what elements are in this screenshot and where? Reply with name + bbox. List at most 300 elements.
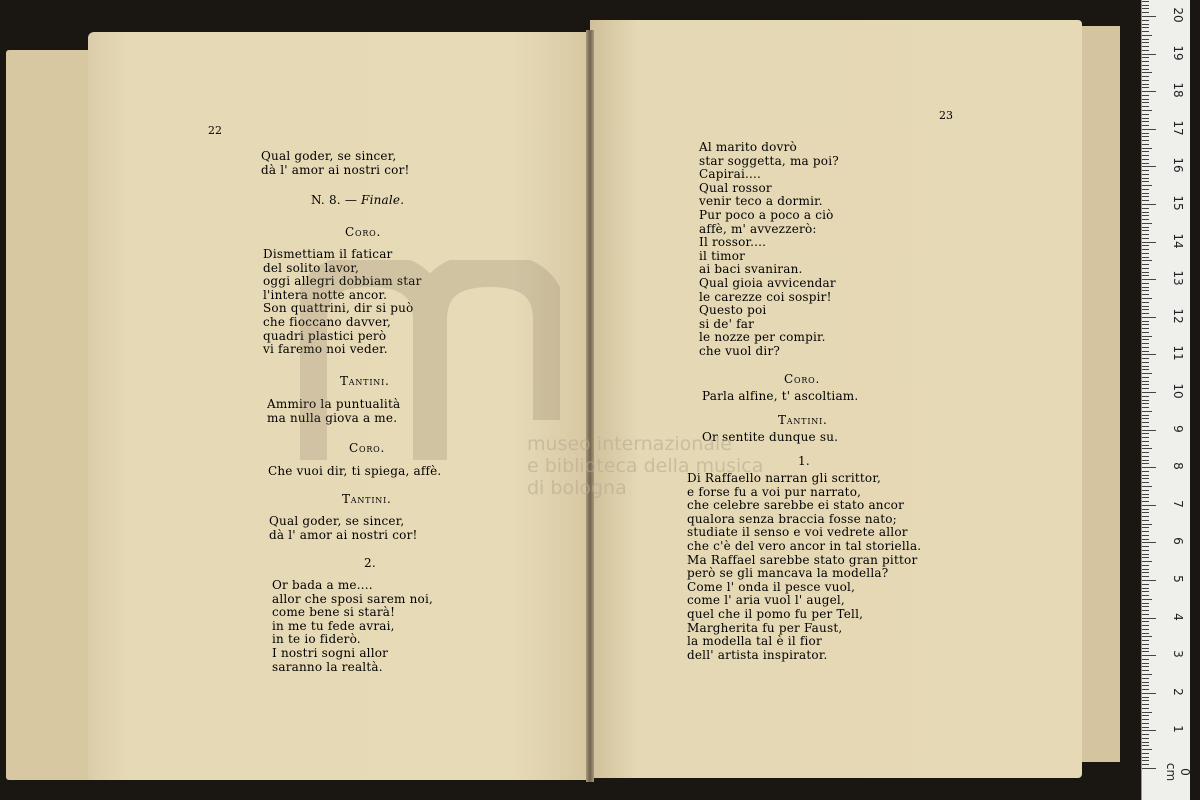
ruler-label: 3 [1171,650,1185,658]
ruler-tick [1142,527,1149,528]
ruler-tick [1142,178,1149,179]
ruler-tick [1142,531,1149,532]
ruler-tick [1142,546,1149,547]
ruler-tick [1142,614,1149,615]
verse-line: dà l' amor ai nostri cor! [269,527,418,542]
ruler-tick [1142,227,1149,228]
ruler-tick [1142,159,1149,160]
ruler-tick [1142,50,1149,51]
ruler-tick [1142,418,1149,419]
ruler-tick [1142,712,1152,713]
ruler-tick [1142,411,1152,412]
ruler-tick [1142,275,1149,276]
ruler-tick [1142,640,1149,641]
verse-line: Or bada a me.... [272,578,373,592]
verse-line: vi faremo noi veder. [263,342,388,357]
ruler-label: 11 [1171,345,1185,362]
ruler-tick [1142,298,1152,299]
ruler-tick [1142,313,1149,314]
ruler-tick [1142,121,1149,122]
ruler-tick [1142,332,1149,333]
ruler-tick [1142,501,1149,502]
verse-line: Che vuoi dir, ti spiega, affè. [268,464,442,478]
verse-line: Questo poi [699,303,767,318]
ruler-tick [1142,242,1156,243]
speaker-coro: Coro. [784,372,821,386]
ruler-tick [1142,321,1149,322]
ruler-tick [1142,745,1149,746]
ruler-tick [1142,621,1149,622]
ruler-tick [1142,655,1156,656]
verse-line: Come l' onda il pesce vuol, [687,579,856,594]
ruler-tick [1142,309,1149,310]
verse-line: Qual rossor [699,180,772,195]
verse-line: Or sentite dunque su. [702,430,839,444]
verse-line: che c'è del vero ancor in tal storiella. [687,538,922,553]
ruler-label: 6 [1171,537,1185,546]
ruler-tick [1142,223,1152,224]
ruler-tick [1142,760,1149,761]
ruler-tick [1142,39,1149,40]
ruler-tick [1142,689,1149,690]
ruler-tick [1142,1,1149,2]
ruler-tick [1142,287,1149,288]
verse-line: Son quattrini, dir si può [263,301,414,316]
verse-line: ai baci svaniran. [699,262,803,277]
verse-line: qualora senza braccia fosse nato; [687,511,897,526]
ruler-tick [1142,618,1156,619]
verse-line: Parla alfine, t' ascoltiam. [702,389,859,403]
ruler-label: 20 [1171,7,1185,23]
ruler-label: 16 [1171,157,1185,174]
ruler-tick [1142,445,1149,446]
ruler-tick [1142,569,1149,570]
ruler-tick [1142,708,1149,709]
ruler-tick [1142,467,1156,468]
ruler-tick [1142,234,1149,235]
ruler-tick [1142,253,1149,254]
ruler-tick [1142,324,1149,325]
ruler-tick [1142,666,1149,667]
ruler-tick [1142,670,1149,671]
ruler-unit-label: 0 cm [1164,762,1192,782]
ruler-tick [1142,757,1149,758]
ruler-tick [1142,200,1149,201]
ruler-label: 10 [1171,383,1185,399]
ruler-tick [1142,509,1149,510]
verse-line: Margherita fu per Faust, [687,620,843,635]
ruler-tick [1142,463,1149,464]
ruler-tick [1142,753,1149,754]
ruler-tick [1142,290,1149,291]
ruler-tick [1142,185,1152,186]
ruler-label: 12 [1171,308,1185,324]
stanza-number: 2. [364,556,376,570]
ruler-tick [1142,704,1149,705]
ruler-tick [1142,742,1149,743]
ruler-tick [1142,576,1149,577]
ruler-label: 15 [1171,195,1185,211]
watermark-line: museo internazionale [527,433,732,455]
ruler-tick [1142,260,1152,261]
verse-line: dell' artista inspirator. [687,647,828,662]
verse-line: Capirai.... [699,167,762,182]
ruler-tick [1142,219,1149,220]
verse-line: e forse fu a voi pur narrato, [687,484,862,499]
ruler-tick [1142,166,1156,167]
ruler-tick [1142,72,1152,73]
intro-verse [261,150,410,177]
ruler-tick [1142,336,1152,337]
ruler-tick [1142,189,1149,190]
ruler-tick [1142,682,1149,683]
verse-line: dà l' amor ai nostri cor! [261,162,410,177]
ruler-tick [1142,377,1149,378]
stanza-verse [272,579,433,674]
verse-line: le nozze per compir. [699,330,826,345]
ruler-tick [1142,163,1149,164]
ruler-tick [1142,362,1149,363]
ruler-tick [1142,542,1156,543]
ruler-tick [1142,497,1149,498]
ruler-label: 8 [1171,462,1185,470]
ruler-tick [1142,369,1149,370]
ruler-tick [1142,144,1149,145]
ruler-tick [1142,516,1149,517]
ruler-tick [1142,373,1152,374]
verse-line: venir teco a dormir. [699,194,823,209]
ruler-tick [1142,430,1156,431]
ruler-tick [1142,764,1149,765]
watermark-line: di bologna [527,477,627,499]
section-title: Finale. [361,193,405,207]
ruler-tick [1142,719,1149,720]
ruler-tick [1142,294,1149,295]
watermark-logo-icon [300,260,560,470]
ruler-tick [1142,486,1152,487]
ruler-tick [1142,452,1149,453]
ruler-tick [1142,57,1149,58]
ruler-tick [1142,651,1149,652]
ruler-tick [1142,591,1149,592]
speaker-coro: Coro. [345,225,382,239]
speaker-tantini: Tantini. [340,374,390,388]
ruler-tick [1142,448,1152,449]
verse-line: Al marito dovrò [699,140,797,154]
ruler-tick [1142,347,1149,348]
ruler-tick [1142,700,1149,701]
ruler-tick [1142,572,1149,573]
ruler-tick [1142,554,1149,555]
ruler-tick [1142,264,1149,265]
verse-line: che celebre sarebbe ei stato ancor [687,498,905,513]
ruler-tick [1142,272,1149,273]
ruler-tick [1142,403,1149,404]
ruler-tick [1142,433,1149,434]
ruler-tick [1142,5,1149,6]
ruler-tick [1142,648,1149,649]
ruler-tick [1142,76,1149,77]
verse-line: Ammiro la puntualità [267,397,401,411]
ruler-tick [1142,674,1152,675]
verse-line: Qual gioia avvicendar [699,275,836,290]
ruler-tick [1142,358,1149,359]
ruler-tick [1142,193,1149,194]
page-number-left: 22 [208,124,222,137]
ruler-tick [1142,91,1156,92]
ruler-tick [1142,69,1149,70]
verse-line: studiate il senso e voi vedrete allor [687,525,908,540]
ruler-tick [1142,603,1149,604]
ruler-tick [1142,678,1149,679]
ruler-tick [1142,84,1149,85]
ruler-label: 7 [1171,499,1185,508]
verse-line: si de' far [699,316,755,331]
ruler-tick [1142,20,1149,21]
ruler-tick [1142,95,1149,96]
ruler-tick [1142,422,1149,423]
ruler-tick [1142,588,1149,589]
section-number: N. 8. — [311,193,362,207]
ruler-tick [1142,268,1149,269]
ruler-tick [1142,550,1149,551]
ruler-tick [1142,110,1152,111]
verse-line: saranno la realtà. [272,659,383,674]
ruler-tick [1142,136,1149,137]
back-cover-edge [1078,26,1120,762]
ruler-tick [1142,148,1152,149]
ruler-tick [1142,65,1149,66]
ruler-tick [1142,8,1149,9]
ruler-tick [1142,595,1149,596]
ruler-tick [1142,599,1152,600]
ruler-tick [1142,738,1149,739]
ruler-tick [1142,61,1149,62]
ruler-tick [1142,381,1149,382]
watermark-text [527,433,767,499]
ruler-tick [1142,24,1149,25]
ruler-tick [1142,730,1156,731]
ruler-tick [1142,388,1149,389]
ruler-tick [1142,697,1149,698]
ruler-tick [1142,230,1149,231]
ruler-tick [1142,238,1149,239]
section-heading [311,194,404,208]
ruler-tick [1142,114,1149,115]
ruler-tick [1142,384,1149,385]
verse-line: Ma Raffael sarebbe stato gran pittor [687,552,918,567]
ruler-tick [1142,212,1149,213]
ruler-tick [1142,42,1149,43]
ruler-tick [1142,415,1149,416]
ruler-tick [1142,170,1149,171]
verse-line: come bene si starà! [272,605,396,620]
ruler-tick [1142,16,1156,17]
ruler-tick [1142,204,1156,205]
ruler-tick [1142,629,1149,630]
ruler-tick [1142,490,1149,491]
opening-verse [699,141,839,359]
ruler-tick [1142,249,1149,250]
tantini-verse [269,515,418,542]
verse-line: le carezze coi sospir! [699,289,832,304]
verse-line: allor che sposi sarem noi, [272,591,433,606]
ruler-tick [1142,343,1149,344]
ruler-tick [1142,512,1149,513]
ruler-label: 13 [1171,270,1185,286]
ruler-tick [1142,636,1152,637]
ruler-tick [1142,535,1149,536]
ruler-tick [1142,392,1156,393]
ruler-tick [1142,99,1149,100]
ruler-tick [1142,584,1149,585]
ruler-tick [1142,633,1149,634]
ruler-tick [1142,482,1149,483]
ruler-tick [1142,215,1149,216]
ruler-tick [1142,351,1149,352]
ruler-tick [1142,663,1149,664]
stanza-number: 1. [798,454,810,468]
ruler-tick [1142,734,1149,735]
ruler-label: 19 [1171,44,1185,61]
ruler-label: 14 [1171,232,1185,249]
ruler-tick [1142,475,1149,476]
ruler-tick [1142,133,1149,134]
verse-line: Di Raffaello narran gli scrittor, [687,471,881,485]
ruler-tick [1142,426,1149,427]
ruler-tick [1142,155,1149,156]
ruler-tick [1142,87,1149,88]
verse-line: affè, m' avvezzerò: [699,221,817,236]
verse-line: però se gli mancava la modella? [687,566,889,581]
verse-line: la modella tal è il fior [687,634,822,649]
verse-line: ma nulla giova a me. [267,410,398,425]
ruler-tick [1142,174,1149,175]
ruler-tick [1142,610,1149,611]
ruler-tick [1142,208,1149,209]
ruler-tick [1142,396,1149,397]
ruler-tick [1142,317,1156,318]
ruler-tick [1142,437,1149,438]
verse-line: l'intera notte ancor. [263,287,388,302]
ruler-tick [1142,460,1149,461]
verse-line: I nostri sogni allor [272,645,389,660]
ruler-tick [1142,400,1149,401]
ruler-label: 1 [1171,725,1185,734]
ruler-tick [1142,279,1156,280]
ruler-tick [1142,129,1156,130]
verse-line: il timor [699,248,746,263]
ruler-tick [1142,580,1156,581]
ruler-tick [1142,196,1149,197]
watermark-line: e biblioteca della musica [527,455,764,477]
verse-line: che vuol dir? [699,343,781,358]
ruler-tick [1142,565,1149,566]
ruler-tick [1142,27,1149,28]
ruler-label: 18 [1171,82,1185,98]
ruler-tick [1142,354,1156,355]
ruler-tick [1142,456,1149,457]
ruler-tick [1142,302,1149,303]
ruler-tick [1142,125,1149,126]
ruler-tick [1142,306,1149,307]
speaker-coro: Coro. [349,441,386,455]
ruler-tick [1142,644,1149,645]
ruler-tick [1142,35,1152,36]
ruler-tick [1142,257,1149,258]
ruler-tick [1142,723,1149,724]
speaker-tantini: Tantini. [342,492,392,506]
ruler-tick [1142,659,1149,660]
ruler-tick [1142,561,1152,562]
ruler-tick [1142,46,1149,47]
ruler-tick [1142,693,1156,694]
ruler-tick [1142,366,1149,367]
ruler-tick [1142,727,1149,728]
ruler-tick [1142,102,1149,103]
ruler-tick [1142,478,1149,479]
book-gutter [586,30,594,782]
verse-line: quadri plastici però [263,328,387,343]
ruler-tick [1142,715,1149,716]
ruler-tick [1142,557,1149,558]
ruler-label: 17 [1171,120,1185,136]
verse-line: Il rossor.... [699,235,767,250]
ruler-label: 2 [1171,687,1185,696]
page-number-right: 23 [939,109,953,122]
verse-line: quel che il pomo fu per Tell, [687,606,864,621]
ruler-tick [1142,539,1149,540]
verse-line: che fioccano davver, [263,314,391,329]
verse-line: in me tu fede avrai, [272,618,395,633]
ruler-tick [1142,685,1149,686]
verse-line: Qual goder, se sincer, [269,514,405,528]
ruler-tick [1142,471,1149,472]
ruler-tick [1142,245,1149,246]
ruler-tick [1142,505,1156,506]
verse-line: come l' aria vuol l' augel, [687,593,845,608]
measuring-ruler [1141,0,1190,800]
ruler-label: 5 [1171,575,1185,583]
ruler-tick [1142,283,1149,284]
verse-line: del solito lavor, [263,260,359,275]
ruler-tick [1142,118,1149,119]
verse-line: oggi allegri dobbiam star [263,274,422,289]
ruler-tick [1142,140,1149,141]
speaker-tantini: Tantini. [778,413,828,427]
stanza-verse [687,472,921,662]
ruler-tick [1142,31,1149,32]
ruler-tick [1142,441,1149,442]
ruler-tick [1142,106,1149,107]
verse-line: Dismettiam il faticar [263,247,393,261]
verse-line: Qual goder, se sincer, [261,149,397,163]
ruler-label: 4 [1171,612,1185,621]
verse-line: star soggetta, ma poi? [699,153,839,168]
ruler-tick [1142,520,1149,521]
ruler-label: 9 [1171,424,1185,433]
ruler-tick [1142,606,1149,607]
ruler-tick [1142,407,1149,408]
verse-line: in te io fiderò. [272,632,361,647]
ruler-tick [1142,749,1152,750]
ruler-tick [1142,524,1152,525]
ruler-tick [1142,768,1156,769]
ruler-tick [1142,625,1149,626]
ruler-tick [1142,328,1149,329]
coro-verse [702,390,858,404]
ruler-tick [1142,181,1149,182]
